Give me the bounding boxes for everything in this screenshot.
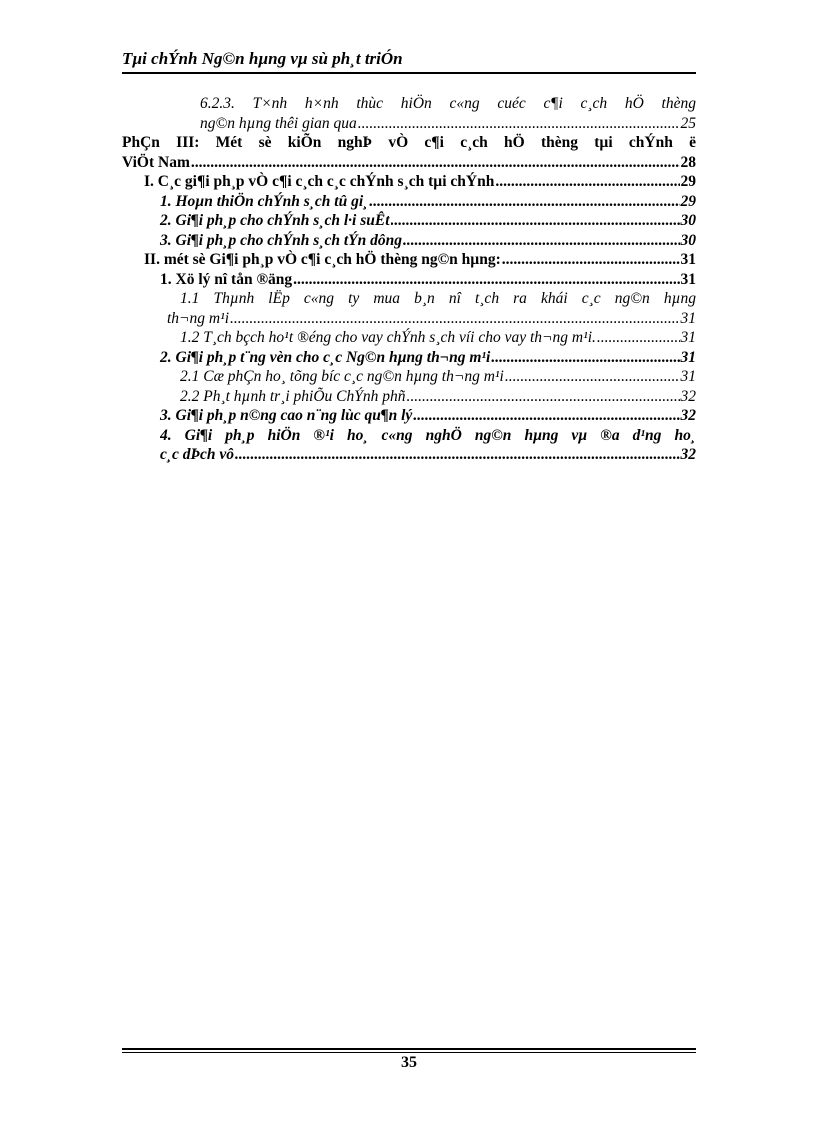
toc-entry-2-1-1 <box>122 289 696 328</box>
leader-dots <box>407 387 680 407</box>
toc-entry-text: 3. Gi¶i ph¸p n©ng cao n¨ng lùc qu¶n lý <box>160 407 413 424</box>
toc-entry-2-1-2 <box>122 328 696 348</box>
toc-entry-2-2-1 <box>122 367 696 387</box>
leader-dots <box>293 270 679 290</box>
toc-page-number: 32 <box>680 446 696 463</box>
toc-entry-text: 1.1 Thµnh lËp c«ng ty mua b¸n nî t¸ch ra khái c¸c ng©n hµng <box>180 290 696 307</box>
leader-dots <box>505 367 680 387</box>
leader-dots <box>403 231 679 251</box>
toc-entry-text: PhÇn III: Mét sè kiÕn nghÞ vÒ c¶i c¸ch hÖ thèng tµi chÝnh ë <box>122 134 696 151</box>
toc-page-number: 31 <box>680 368 696 385</box>
toc-entry-text-cont: c¸c dÞch vô <box>160 446 235 463</box>
toc-entry-2-1 <box>122 270 696 290</box>
toc-page-number: 28 <box>680 153 696 171</box>
leader-dots <box>191 153 680 173</box>
leader-dots <box>358 114 680 134</box>
toc-entry-6-2-3 <box>122 94 696 133</box>
header-title: Tµi chÝnh Ng©n hµng vµ sù ph¸t triÓn <box>122 49 403 68</box>
toc-entry-text: 2. Gi¶i ph¸p cho chÝnh s¸ch l·i suÊt <box>160 212 390 229</box>
toc-entry-text: 2.1 Cæ phÇn ho¸ tõng bíc c¸c ng©n hµng th¬ng m¹i <box>180 368 504 385</box>
page-number: 35 <box>401 1054 417 1071</box>
table-of-contents <box>122 94 696 465</box>
toc-page-number: 31 <box>680 251 696 268</box>
toc-entry-1-1 <box>122 192 696 212</box>
toc-entry-section-1 <box>122 172 696 192</box>
toc-entry-text: I. C¸c gi¶i ph¸p vÒ c¶i c¸ch c¸c chÝnh s¸ch tµi chÝnh <box>144 173 495 190</box>
leader-dots <box>597 328 680 348</box>
toc-page-number: 31 <box>680 348 696 366</box>
page-footer <box>122 1048 696 1071</box>
toc-entry-section-2 <box>122 250 696 270</box>
leader-dots <box>391 211 680 231</box>
toc-page-number: 31 <box>680 270 696 288</box>
toc-entry-text: 1. Hoµn thiÖn chÝnh s¸ch tû gi¸ <box>160 192 369 210</box>
toc-entry-text: II. mét sè Gi¶i ph¸p vÒ c¶i c¸ch hÖ thèng ng©n hµng: <box>144 251 501 268</box>
leader-dots <box>502 250 680 270</box>
toc-entry-1-3 <box>122 231 696 251</box>
toc-entry-part-3 <box>122 133 696 172</box>
toc-entry-1-2 <box>122 211 696 231</box>
toc-page-number: 32 <box>680 407 696 424</box>
footer-rule-thin <box>122 1052 696 1053</box>
toc-entry-text-cont: th¬ng m¹i <box>167 309 230 327</box>
leader-dots <box>230 309 679 329</box>
toc-entry-2-3 <box>122 406 696 426</box>
page-header <box>122 46 696 74</box>
toc-entry-text: 4. Gi¶i ph¸p hiÖn ®¹i ho¸ c«ng nghÖ ng©n hµng vµ ®a d¹ng ho¸ <box>160 426 696 444</box>
toc-entry-text-cont: ViÖt Nam <box>122 153 190 171</box>
toc-page-number: 29 <box>680 173 696 190</box>
toc-page-number: 32 <box>680 387 696 405</box>
toc-page-number: 29 <box>680 192 696 210</box>
leader-dots <box>491 348 679 368</box>
toc-entry-text: 1.2 T¸ch bçch ho¹t ®éng cho vay chÝnh s¸ch víi cho vay th¬ng m¹i. <box>180 329 596 346</box>
toc-entry-text: 2.2 Ph¸t hµnh tr¸i phiÕu ChÝnh phñ <box>180 387 406 405</box>
footer-rule <box>122 1048 696 1050</box>
toc-entry-2-2-2 <box>122 387 696 407</box>
leader-dots <box>369 192 679 212</box>
toc-entry-text: 2. Gi¶i ph¸p t¨ng vèn cho c¸c Ng©n hµng th¬ng m¹i <box>160 348 491 366</box>
leader-dots <box>413 406 679 426</box>
toc-entry-2-2 <box>122 348 696 368</box>
toc-entry-text: 1. Xö lý nî tån ®äng <box>160 270 293 288</box>
toc-entry-text: 6.2.3. T×nh h×nh thùc hiÖn c«ng cuéc c¶i c¸ch hÖ thèng <box>200 95 696 112</box>
toc-page-number: 31 <box>680 309 696 327</box>
toc-entry-text-cont: ng©n hµng thêi gian qua <box>200 114 357 132</box>
toc-page-number: 30 <box>680 231 696 249</box>
toc-page-number: 30 <box>680 212 696 229</box>
leader-dots <box>235 445 679 465</box>
toc-entry-2-4 <box>122 426 696 465</box>
toc-page-number: 31 <box>680 329 696 346</box>
leader-dots <box>495 172 679 192</box>
toc-page-number: 25 <box>680 114 696 132</box>
toc-entry-text: 3. Gi¶i ph¸p cho chÝnh s¸ch tÝn dông <box>160 231 403 249</box>
